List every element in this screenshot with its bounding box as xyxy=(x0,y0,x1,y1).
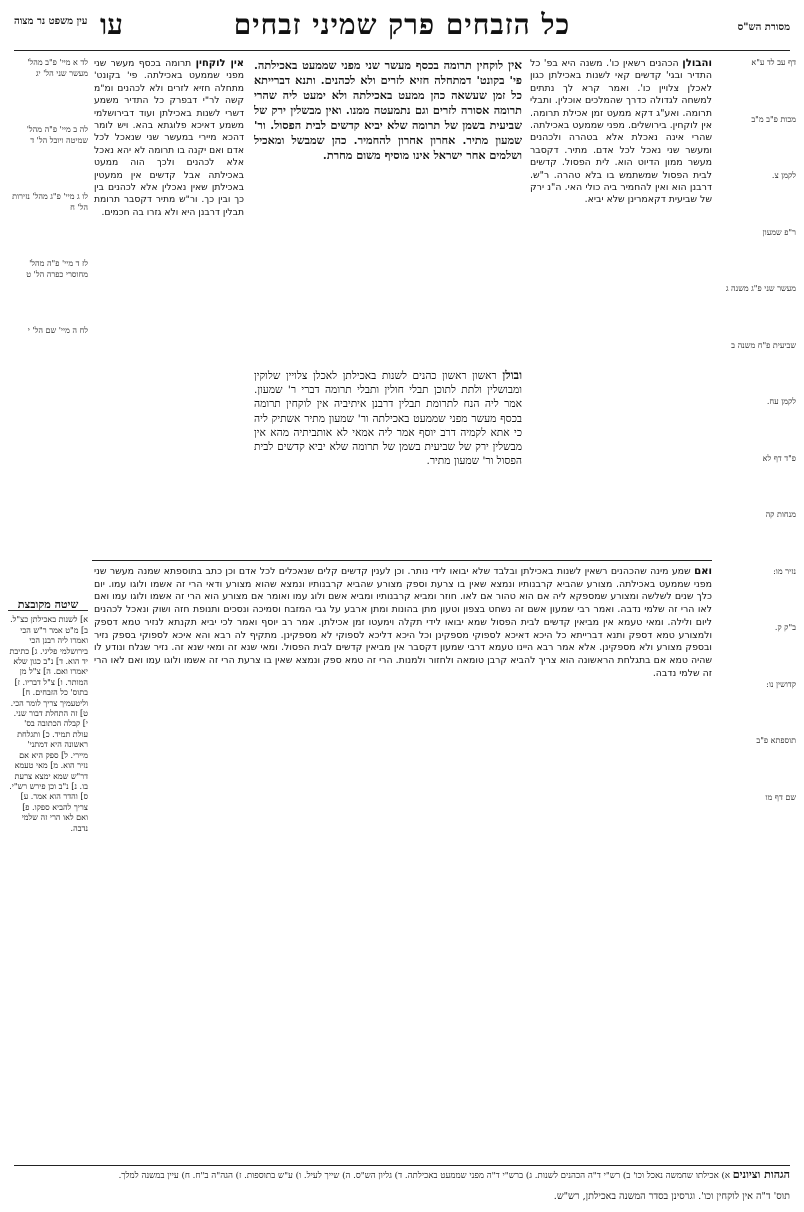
daf-number: עו xyxy=(100,8,124,41)
shita-title: שיטה מקובצת xyxy=(8,600,88,611)
page-title: כל הזבחים פרק שמיני זבחים xyxy=(233,8,571,41)
rashi-text: הכהנים רשאין כו'. משנה היא בפ' כל התדיר ובגי' קדשים קאי לשנות באכילתן כגון לאכלן צלויין כו'. ואמר קרא לך נתתים למשחה לגדולה כדרך שהמלכים אוכלין. ותבלי תרומה. ואע"ג דקא ממעט זמן אכילת תרומה. אין לוקחין. בירושלים. מפני שממעט באכילתה. שהרי אינה נאכלת אלא בטהרה ולכהנים ומעשר שני נאכל לכל אדם. מתיר. דקסבר מעשר ממון הדיוט הוא. לית הפסול. קדשים לבית הפסול שמשתמש בו בלא טהרה. ר"ש. דרבנן הוא ואין להחמיר ביה כולי האי. ה"נ ירק של שביעית דקאמרינן שלא יביא. xyxy=(530,58,712,206)
page-footer xyxy=(14,1170,790,1202)
ein-mishpat-ref: לח ה מיי' שם הל' י xyxy=(27,326,88,335)
tosafot-dibur-hamatchil: אין לוקחין xyxy=(195,58,244,69)
mesoret-ref: פ"ד דף לא xyxy=(762,453,796,463)
mesoret-ref: שביעית פ"ח משנה ב xyxy=(731,340,796,350)
tosafot-text: תרומה בכסף מעשר שני מפני שממעט באכילתה. פי' בקונט' מתחלה חזיא לזרים ולא לכהנים ומ"מ קשה לר"י דבפרק כל התדיר משמע דשרי לשנות באכילתן ועוד דבירושלמי משמע דאיכא פלוגתא בהא. ויש לומר דהכא מיירי במעשר שני שנאכל לכל אדם ואם יקנה בו תרומה לא יהא נאכל אלא לכהנים ולכך הוה ממעט באכילתה אבל קדשים אין ממעטין באכילתן שאין נאכלין אלא לכהנים בין כך ובין כך. ור"ש מתיר דקסבר תרומת תבלין דרבנן היא ולא גזרו בה חכמים. xyxy=(94,58,244,218)
footer-note-text: א) אכילתו שחמשה נאכל וכו' ב) רש"י ד"ה הכהנים לשנות. ג) ברש"י ד"ה מפני שממעט באכילתה. ד) גליון הש"ס. ה) שייך לעיל. ו) ע"ש בתוספות. ז) הגה"ה ב"ח. ח) עיין במשנה למלך. xyxy=(118,1171,731,1181)
footer-tosafot-note: תוס' ד"ה אין לוקחין וכו'. וגרסינן בסדר המשנה באכילתן, רש"ש. xyxy=(553,1190,790,1202)
ein-mishpat-ref: לה ב מיי' פ"ה מהל' שמיטה ויובל הל' ד xyxy=(26,125,88,145)
header-rule xyxy=(14,50,790,51)
section-rule xyxy=(92,560,712,561)
mesoret-ref: דף עב לד ע"א xyxy=(751,58,796,67)
mesoret-ref: מכות פ"ב מ"ב xyxy=(751,114,796,124)
ein-mishpat-ref: לד א מיי' פ"ב מהל' מעשר שני הל' יג xyxy=(27,58,88,78)
mesoret-ref: ר"פ שמעון xyxy=(762,227,796,237)
mishna-dibur-hamatchil: אין xyxy=(507,58,522,72)
rashi-dibur-hamatchil: והבולן xyxy=(682,58,712,69)
page-header xyxy=(14,8,790,42)
ein-mishpat-label: עין משפט נר מצוה xyxy=(14,16,88,27)
ein-mishpat-column xyxy=(8,58,88,578)
gemara-dibur-hamatchil: ובולן xyxy=(502,368,522,382)
shita-text: א] לשנות באכילתן כצ"ל. ב] מ"ט אמר ר"ש הכי ואמרו ליה רבנן הכי בירושלמי פליגי. ג] כתיבת יד הוא. ד] נ"ב כגון שלא יאמרו ואם. ה] צ"ל מן המותר. ו] צ"ל דבריו. ז] בתוס' כל הזבחים. ח] וליטעמיך צריך לומר הכי. ט] זה התחלת דבור שני. י] קבלה הכתובה בס' עולת תמיד. כ] ותגלחת ראשונה היא דמתני' מיירי. ל] ספק היא אם נזיר הוא. מ] מאי טעמא דר"ש שמא ימצא צרעת בו. נ] נ"ב וכן פירש רש"י. ס] והדר הוא אמר. ע] צריך להביא ספקו. פ] ואם לאו הרי זה שלמי נדבה. xyxy=(9,615,88,833)
mesoret-ref: מנחות קה xyxy=(765,510,796,519)
lower-text: שמע מינה שהכהנים רשאין לשנות באכילתן ובלבד שלא יבואו לידי נותר. וכן לענין קדשים קלים שנאכלים לכל אדם וכן כתב בתוספתא שמנה מעשר שני מפני שממעט באכילתה. מצורע שהביא קרבנותיו ונמצא שאין בו צרעת וספק מצורע שהביא קרבנותיו ונמצא שהוא מצורע ודאי הרי זה אשמו ולוגו עמו. יום כלך שנים לשלשה ומצורע שמספקא ליה אם הוא טהור אם לאו. חוזר ומביא קרבנותיו ומביא אשם ולוג עמו ואומר אם מצורע הוא הרי זה אשמו ולוגו עמו ואם לאו הרי זה שלמי נדבה. ואמר רבי שמעון אשם זה נשחט בצפון וטעון מתן בהונות ומתן ארבע על גבי המזבח וסמיכה ונסכים ותנופת חזה ושוק ונאכל לכהנים ליום ולילה. ומאי טעמא אין מביאין קדשים לבית הפסול שמא יבואו לידי תקלה וימעטו זמן אכילתן. אמר רב יוסף ואמר לכי יביא תקנתא לנזיר טמא דספק ולמצורע טמא דספק ותנא דברייתא כל היכא דאיכא לספוקי מספקינן וכל היכא דליכא לספוקי לא מספקינן. מתקיף לה רבא והא איכא לספוקי בספק נזיר ובספק מצורע ולא מספקינן. אלא אמר רבא היינו טעמא דרבי שמעון דקסבר אין מביאין קדשים לבית הפסול. ומאי שנא זה ומאי שנא זה. נזיר שגלח ונודע לו שהיה טמא אם בתגלחת הראשונה הוא צריך להביא קרבן טומאה ולחזור ולמנות. הרי זה טמא ספק ונמצא שאין בו צרעת הרי זה אשמו ולוגו עמו ואם לאו הרי זה שלמי נדבה. xyxy=(94,566,712,679)
mesoret-ref: ב"ק ק. xyxy=(774,623,796,632)
mesoret-ref: לקמן עח. xyxy=(766,397,796,406)
mishna-block xyxy=(254,58,522,368)
mesoret-ref: תוספתא פ"ב xyxy=(756,736,796,745)
gemara-text: ראשון ראשון כהנים לשנות באכילתן לאכלן צלויין שלוקין ומבושלין ולתת לתוכן תבלי חולין ותבלי תרומה דברי ר' שמעון. אמר ליה הנח לתרומת תבלין דרבנן איתיביה אין לוקחין תרומה בכסף מעשר מפני שממעט באכילתה ור' שמעון מתיר אשתיק ליה כי אתא לקמיה דרב יוסף אמר ליה אמאי לא אותביתיה מהא אין מבשלין ירק של שביעית בשמן של תרומה שלא יביא קדשים לבית הפסול ור' שמעון מתיר. xyxy=(254,370,522,468)
mesoret-ref: לקמן צ. xyxy=(771,171,796,180)
rashi-column xyxy=(530,58,712,546)
mesoret-ref: קדושין נו: xyxy=(766,679,796,689)
ein-mishpat-ref: לו ג מיי' פ"ג מהל' נזירות הל' ח xyxy=(12,192,88,212)
mesoret-label: מסורת הש"ס xyxy=(737,22,790,33)
lower-commentary-block xyxy=(94,566,712,1162)
gemara-block xyxy=(254,368,522,556)
footer-rule xyxy=(14,1165,790,1166)
mishna-text: לוקחין תרומה בכסף מעשר שני מפני שממעט באכילתה. פי' בקונט' דמתחלה חזיא לזרים ולא לכהנים. ותנא דברייתא כל זמן שעשאה כהן ממעט באכילתה ולא ימעט ליה שהרי תרומה אסורה לזרים וגם נתמעטה ממנו. ואין מבשלין ירק של שביעית בשמן של תרומה שלא יביא קדשים לבית הפסול. ור' שמעון מתיר. אחרון אחרון להחמיר. כהן שמבשל ומאכיל ושלמים אחר ישראל אינו מוסיף משום מחרת. xyxy=(254,58,522,162)
mesoret-ref: מעשר שני פ"ג משנה ג xyxy=(725,284,796,293)
tosafot-column xyxy=(94,58,244,556)
mesoret-hashas-column xyxy=(716,58,796,1158)
lower-dibur-hamatchil: ואם xyxy=(694,566,712,577)
mesoret-ref: נזיר מו: xyxy=(773,566,796,576)
mesoret-ref: שם דף מו xyxy=(765,792,796,802)
footer-notes xyxy=(14,1170,790,1182)
ein-mishpat-ref: לז ד מיי' פ"ה מהל' מחוסרי כפרה הל' ט xyxy=(26,259,88,279)
footer-label: הגהות וציונים xyxy=(732,1168,790,1181)
shita-mekubetzet-column xyxy=(8,600,88,1160)
